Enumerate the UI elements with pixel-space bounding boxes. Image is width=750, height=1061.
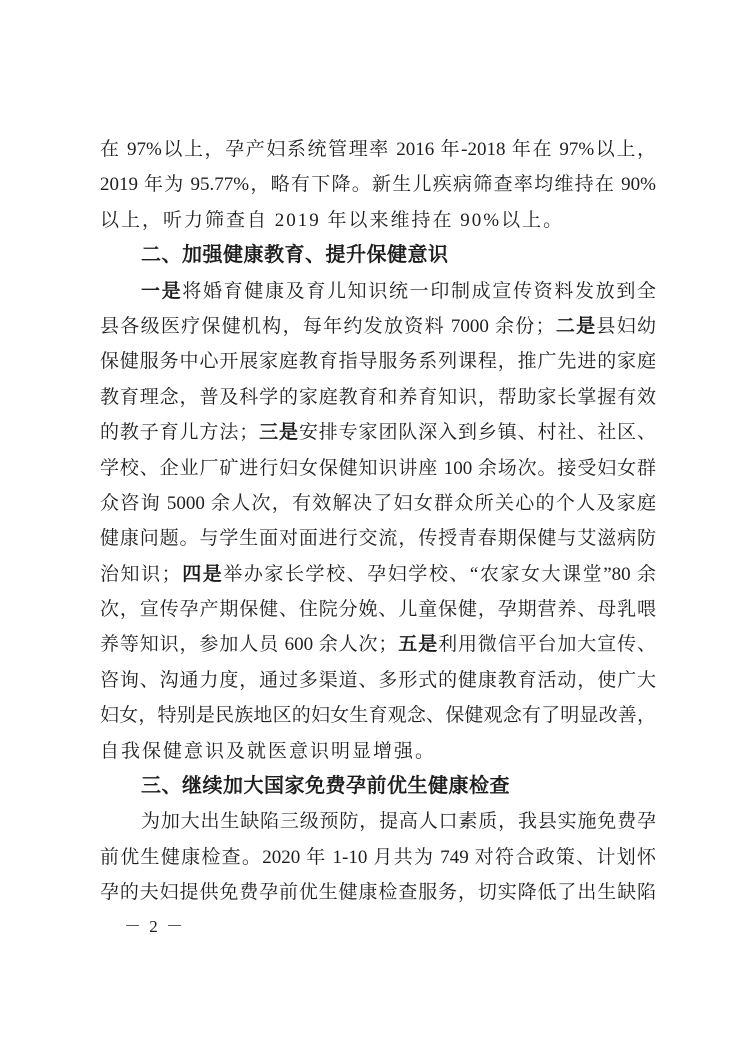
emphasized-text: 四是: [180, 563, 224, 585]
text-line: [100, 840, 656, 875]
body-text: 前优生健康检查。2020 年 1-10 月共为 749 对符合政策、计划怀: [100, 846, 656, 868]
text-line: [100, 734, 656, 769]
text-line: [100, 203, 656, 238]
body-text: 安排专家团队深入到乡镇、村社、社区、: [298, 422, 656, 444]
body-text: 咨询、沟通力度，通过多渠道、多形式的健康教育活动，使广大: [100, 669, 656, 691]
body-text: 的教子育儿方法；: [100, 422, 259, 444]
text-line: [100, 627, 656, 662]
text-line: [100, 451, 656, 486]
body-text: 治知识；: [100, 563, 181, 585]
emphasized-text: 一是: [141, 280, 183, 302]
text-line: [100, 415, 656, 450]
section-heading: [100, 769, 656, 804]
body-text: 众咨询 5000 余人次，有效解决了妇女群众所关心的个人及家庭: [100, 492, 656, 514]
body-text: 以上，听力筛查自 2019 年以来维持在 90%以上。: [100, 209, 565, 231]
text-line: [100, 663, 656, 698]
text-line: [100, 344, 656, 379]
page-number: － 2 －: [124, 917, 185, 936]
body-text: 县各级医疗保健机构，每年约发放资料 7000 余份；: [100, 315, 555, 337]
text-line: [100, 309, 656, 344]
text-line: [100, 486, 656, 521]
body-text: 举办家长学校、孕妇学校、“农家女大课堂”80 余: [223, 563, 656, 585]
body-text: 教育理念，普及科学的家庭教育和养育知识，帮助家长掌握有效: [100, 386, 656, 408]
text-line: [100, 167, 656, 202]
text-line: [100, 592, 656, 627]
body-text: 次，宣传孕产期保健、住院分娩、儿童保健，孕期营养、母乳喂: [100, 599, 656, 621]
section-heading: [100, 238, 656, 273]
body-text: 利用微信平台加大宣传、: [438, 634, 656, 656]
emphasized-text: 二、加强健康教育、提升保健意识: [141, 244, 449, 267]
emphasized-text: 二是: [554, 315, 597, 337]
emphasized-text: 三是: [258, 422, 299, 444]
body-text: 保健服务中心开展家庭教育指导服务系列课程，推广先进的家庭: [100, 351, 656, 373]
text-line: [100, 804, 656, 839]
body-text: 养等知识，参加人员 600 余人次；: [100, 634, 398, 656]
body-text: 在 97%以上，孕产妇系统管理率 2016 年-2018 年在 97%以上，: [100, 139, 656, 160]
text-line: [100, 521, 656, 556]
body-text: 学校、企业厂矿进行妇女保健知识讲座 100 余场次。接受妇女群: [100, 457, 656, 479]
body-text: 为加大出生缺陷三级预防，提高人口素质，我县实施免费孕: [141, 811, 656, 833]
body-text: 县妇幼: [596, 315, 656, 337]
text-line: [100, 274, 656, 309]
body-text: 2019 年为 95.77%，略有下降。新生儿疾病筛查率均维持在 90%: [100, 174, 656, 196]
body-text: 孕的夫妇提供免费孕前优生健康检查服务，切实降低了出生缺陷: [100, 882, 656, 904]
text-line: [100, 557, 656, 592]
text-line: [100, 875, 656, 910]
body-text: 妇女，特别是民族地区的妇女生育观念、保健观念有了明显改善，: [100, 705, 656, 727]
text-line: [100, 380, 656, 415]
body-text: 将婚育健康及育儿知识统一印制成宣传资料发放到全: [182, 280, 656, 302]
body-text: 自我保健意识及就医意识明显增强。: [100, 740, 437, 762]
text-line: [100, 698, 656, 733]
body-text: 健康问题。与学生面对面进行交流，传授青春期保健与艾滋病防: [100, 528, 656, 550]
document-body: [100, 132, 656, 911]
emphasized-text: 五是: [397, 634, 439, 656]
emphasized-text: 三、继续加大国家免费孕前优生健康检查: [141, 775, 510, 798]
text-line: [100, 132, 656, 167]
